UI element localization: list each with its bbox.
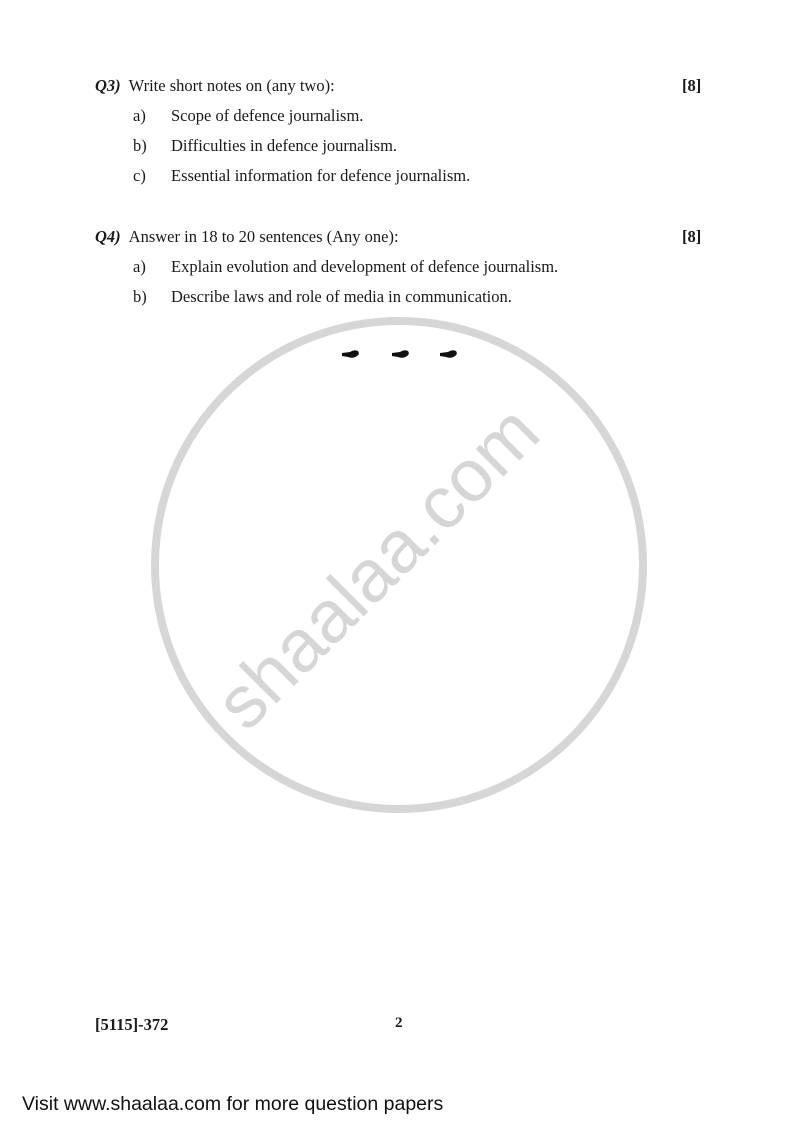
option-letter: c) xyxy=(133,166,146,185)
question-4-option-b xyxy=(133,287,512,307)
pointing-hand-icon xyxy=(440,350,457,358)
option-text: Explain evolution and development of defence journalism. xyxy=(171,257,559,276)
question-3-prompt: Write short notes on (any two): xyxy=(128,76,335,95)
question-3-marks: [8] xyxy=(682,76,702,95)
question-3-option-b xyxy=(133,136,397,156)
option-letter: a) xyxy=(133,257,146,276)
page-number: 2 xyxy=(395,1015,403,1031)
watermark-text: shaalaa.com xyxy=(199,389,555,745)
question-4-prompt: Answer in 18 to 20 sentences (Any one): xyxy=(128,227,399,246)
option-text: Describe laws and role of media in communication. xyxy=(171,287,512,306)
question-3 xyxy=(95,76,335,96)
question-3-option-c xyxy=(133,166,470,186)
pointing-hand-icon xyxy=(392,350,409,358)
option-letter: a) xyxy=(133,106,146,125)
question-4-marks: [8] xyxy=(682,227,702,246)
option-text: Scope of defence journalism. xyxy=(171,106,364,125)
question-3-option-a xyxy=(133,106,363,126)
option-letter: b) xyxy=(133,136,147,155)
option-text: Difficulties in defence journalism. xyxy=(171,136,398,155)
question-4-number: Q4) xyxy=(95,227,121,246)
question-3-number: Q3) xyxy=(95,76,121,95)
option-text: Essential information for defence journalism. xyxy=(171,166,471,185)
paper-code: [5115]-372 xyxy=(95,1015,169,1034)
option-letter: b) xyxy=(133,287,147,306)
question-4 xyxy=(95,227,399,247)
end-of-paper-marks xyxy=(340,345,460,365)
visit-link-text[interactable]: Visit www.shaalaa.com for more question papers xyxy=(22,1093,444,1115)
question-4-option-a xyxy=(133,257,558,277)
pointing-hand-icon xyxy=(342,350,359,358)
